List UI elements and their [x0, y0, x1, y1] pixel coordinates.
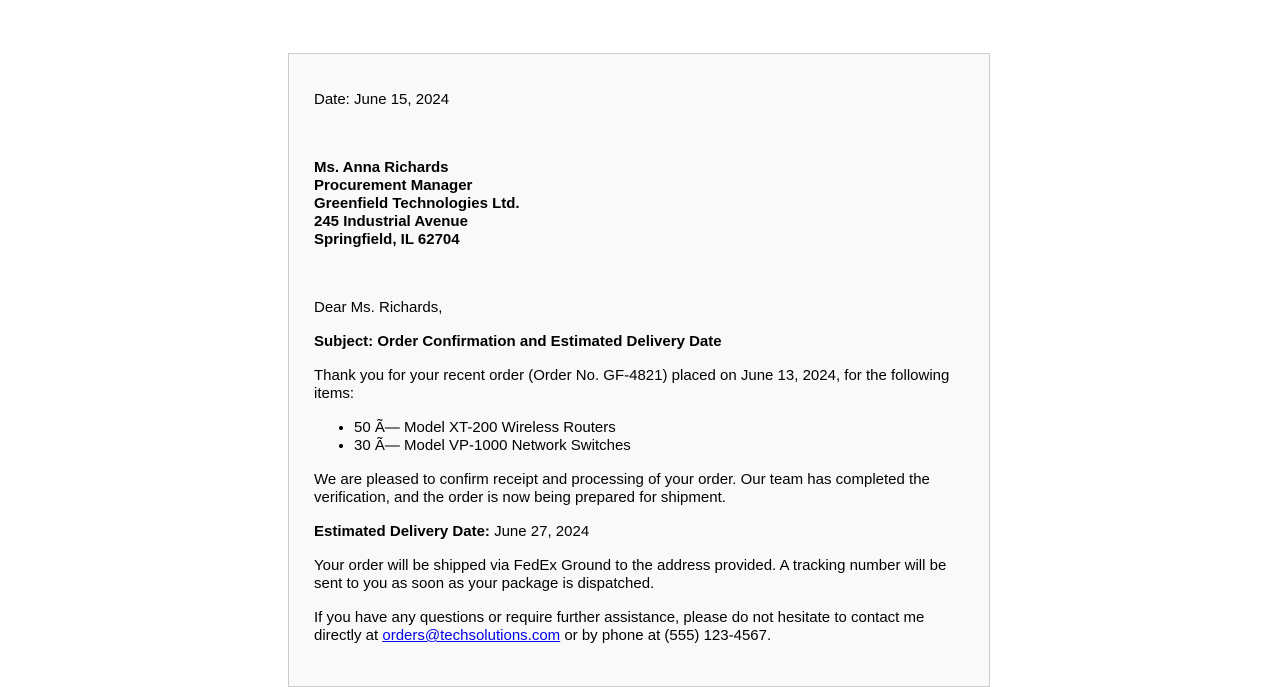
order-item: • 30 Ã— Model VP-1000 Network Switches: [354, 437, 964, 455]
contact-text-after: or by phone at (555) 123-4567.: [560, 627, 772, 644]
shipping-paragraph: Your order will be shipped via FedEx Ground to the address provided. A tracking number will be sent to you as soon as your package is dispatched.: [314, 557, 947, 592]
recipient-title: Procurement Manager: [314, 177, 473, 194]
salutation: Dear Ms. Richards,: [314, 299, 443, 316]
contact-text-before: If you have any questions or require further assistance, please do not hesitate to contact me directly at: [314, 609, 925, 644]
recipient-city: Springfield, IL 62704: [314, 231, 460, 248]
blank-line: [314, 265, 964, 283]
delivery-line: [314, 523, 964, 541]
date-line: Date: June 15, 2024: [314, 91, 450, 108]
recipient-street: 245 Industrial Avenue: [314, 213, 468, 230]
delivery-date-label: Estimated Delivery Date:: [314, 523, 490, 540]
subject-line: Subject: Order Confirmation and Estimated Delivery Date: [314, 333, 722, 350]
recipient-block: [314, 159, 964, 249]
contact-paragraph: [314, 609, 964, 645]
confirmation-paragraph: We are pleased to confirm receipt and processing of your order. Our team has completed the verification, and the order is now being prepared for shipment.: [314, 471, 930, 506]
delivery-date-value: June 27, 2024: [489, 523, 590, 540]
order-item: • 50 Ã— Model XT-200 Wireless Routers: [354, 419, 964, 437]
order-items-list: [314, 419, 964, 455]
recipient-company: Greenfield Technologies Ltd.: [314, 195, 520, 212]
email-link[interactable]: orders@techsolutions.com: [382, 627, 561, 644]
letter-container: [288, 53, 990, 687]
blank-line: [314, 125, 964, 143]
recipient-name: Ms. Anna Richards: [314, 159, 449, 176]
intro-paragraph: Thank you for your recent order (Order No. GF-4821) placed on June 13, 2024, for the following items:: [314, 367, 950, 402]
page: [0, 53, 1278, 687]
